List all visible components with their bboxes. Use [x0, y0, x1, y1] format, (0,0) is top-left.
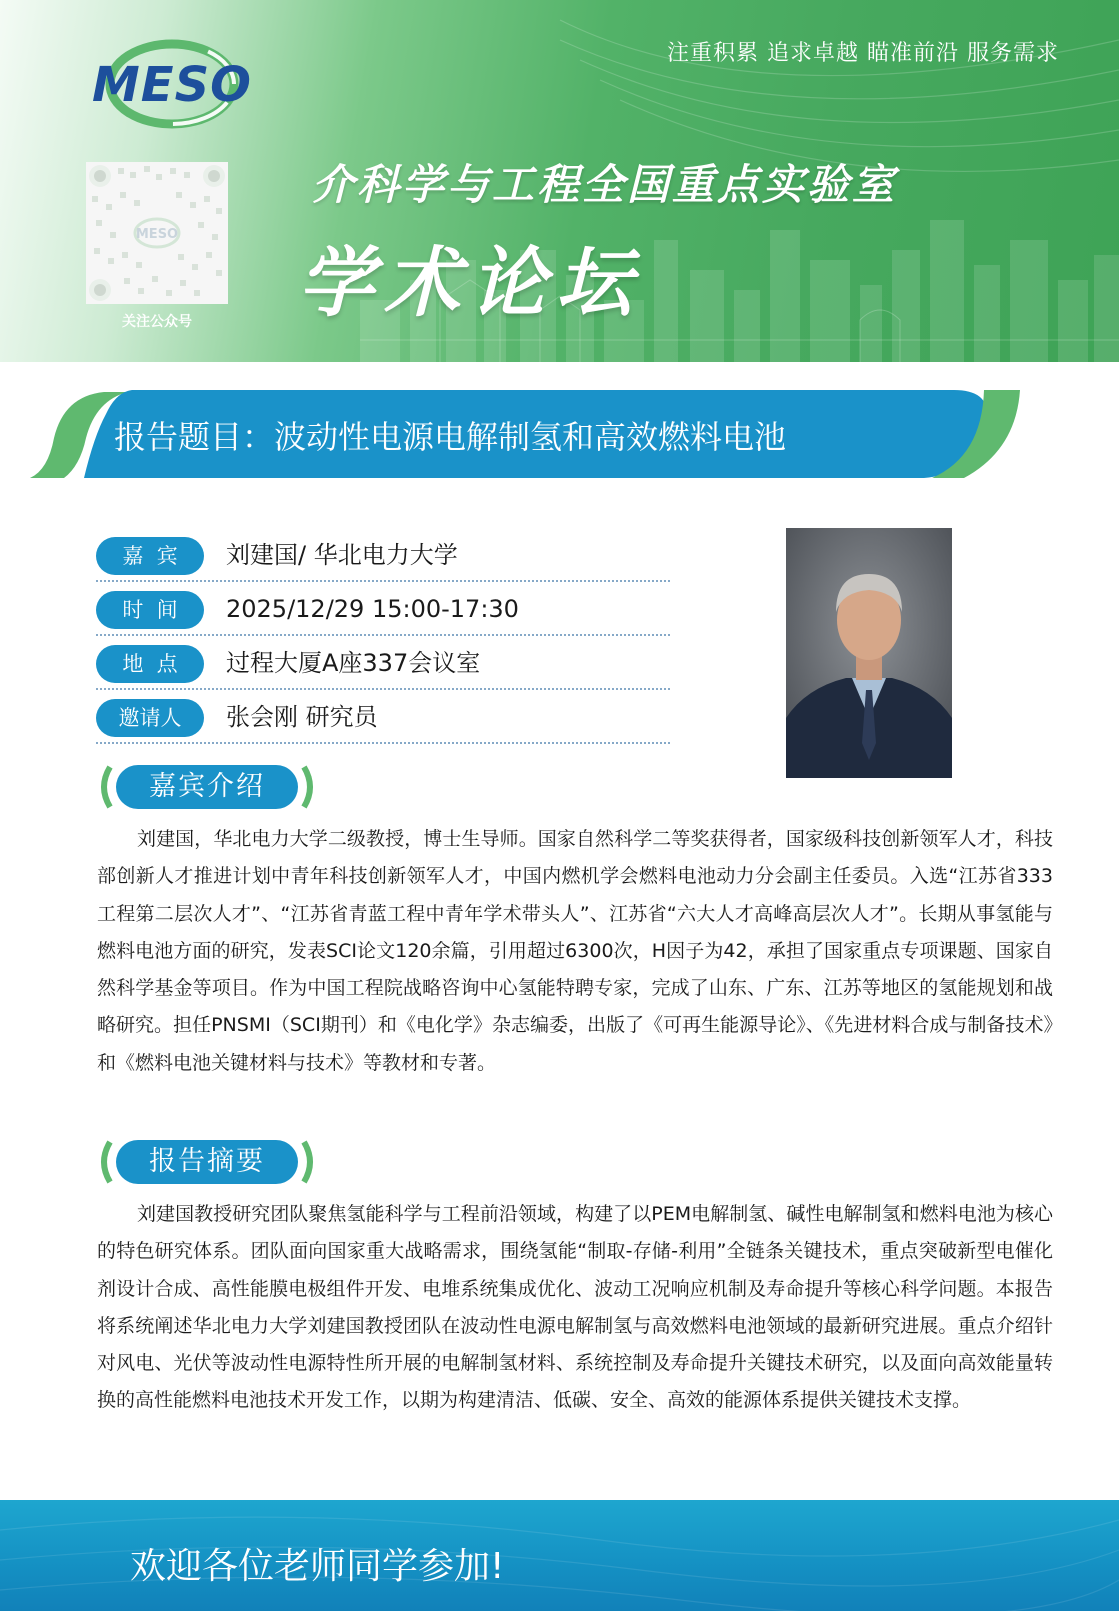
bio-heading: 嘉宾介绍 — [149, 771, 265, 802]
info-row-location — [96, 636, 670, 690]
info-table — [96, 528, 670, 744]
abstract-text: 刘建国教授研究团队聚焦氢能科学与工程前沿领域，构建了以PEM电解制氢、碱性电解制氢和燃料电池为核心的特色研究体系。团队面向国家重大战略需求，围绕氢能“制取-存储-利用”全链条关键技术，重点突破新型电催化剂设计合成、高性能膜电极组件开发、电堆系统集成优化、波动工况响应机制及寿命提升等核心科学问题。本报告将系统阐述华北电力大学刘建国教授团队在波动性电源电解制氢与高效燃料电池领域的最新研究进展。重点介绍针对风电、光伏等波动性电源特性所开展的电解制氢材料、系统控制及寿命提升关键技术研究，以及面向高效能量转换的高性能燃料电池技术开发工作，以期为构建清洁、低碳、安全、高效的能源体系提供关键技术支撑。 — [97, 1203, 1053, 1412]
footer-banner — [0, 1500, 1119, 1611]
info-value: 刘建国/ 华北电力大学 — [226, 541, 458, 569]
bio-text: 刘建国，华北电力大学二级教授，博士生导师。国家自然科学二等奖获得者，国家级科技创新领军人才，科技部创新人才推进计划中青年科技创新领军人才，中国内燃机学会燃料电池动力分会副主任委员。入选“江苏省333工程第二层次人才”、“江苏省青蓝工程中青年学术带头人”、江苏省“六大人才高峰高层次人才”。长期从事氢能与燃料电池方面的研究，发表SCI论文120余篇，引用超过6300次，H因子为42，承担了国家重点专项课题、国家自然科学基金等项目。作为中国工程院战略咨询中心氢能特聘专家，完成了山东、广东、江苏等地区的氢能规划和战略研究。担任PNSMI（SCI期刊）和《电化学》杂志编委，出版了《可再生能源导论》、《先进材料合成与制备技术》和《燃料电池关键材料与技术》等教材和专著。 — [97, 828, 1053, 1074]
info-row-host — [96, 690, 670, 744]
info-value: 过程大厦A座337会议室 — [226, 649, 481, 677]
lab-title: 介科学与工程全国重点实验室 — [312, 160, 898, 209]
bio-section-header — [96, 765, 318, 809]
abstract-heading: 报告摘要 — [149, 1146, 265, 1177]
abstract-section-header — [96, 1140, 318, 1184]
info-value: 张会刚 研究员 — [226, 703, 378, 731]
info-row-time — [96, 582, 670, 636]
info-label: 邀请人 — [96, 699, 204, 737]
meso-logo — [74, 30, 270, 134]
svg-text:MESO: MESO — [135, 227, 179, 242]
qr-code — [86, 162, 228, 304]
forum-title: 学术论坛 — [298, 238, 642, 327]
qr-caption: 关注公众号 — [122, 314, 192, 330]
svg-text:MESO: MESO — [92, 57, 252, 113]
info-row-guest — [96, 528, 670, 582]
slogan: 注重积累 追求卓越 瞄准前沿 服务需求 — [667, 41, 1059, 66]
info-label: 时 间 — [96, 591, 204, 629]
speaker-photo — [786, 528, 952, 778]
report-title: 报告题目：波动性电源电解制氢和高效燃料电池 — [114, 418, 787, 456]
info-label: 地 点 — [96, 645, 204, 683]
info-value: 2025/12/29 15:00-17:30 — [226, 595, 519, 623]
header-banner — [0, 0, 1119, 362]
footer-welcome: 欢迎各位老师同学参加! — [130, 1546, 505, 1587]
info-label: 嘉 宾 — [96, 537, 204, 575]
